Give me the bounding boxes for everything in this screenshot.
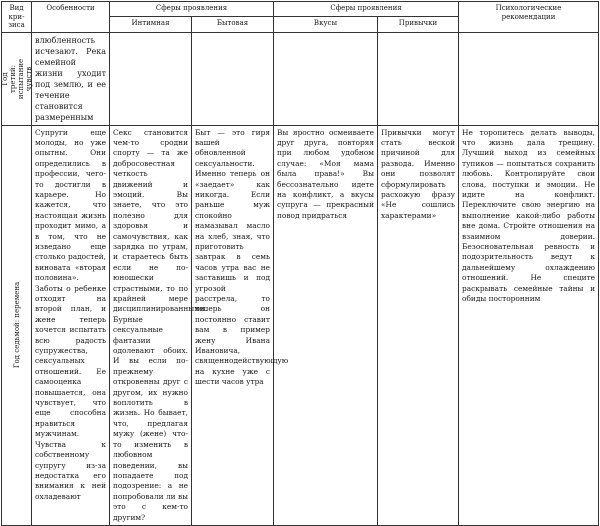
crisis-table bbox=[1, 1, 599, 526]
row-label-text: Год седьмой: перемена bbox=[12, 282, 21, 369]
features-cell: влюбленность исчезают. Река семейной жизни уходит под землю, и ее течение становится размеренным bbox=[32, 32, 110, 125]
household-cell: Быт — это гиря вашей обновленной сексуальности. Именно теперь он «заедает» как никогда. Если раньше муж спокойно намазывал масло на хлеб, зная, что приготовить завтрак в семь часов утра вас не заставишь и под угрозой расстрела, то теперь он постоянно ставит вам в пример жену Ивана Ивановича, священнодействующую на кухне уже с шести часов утра bbox=[192, 125, 274, 525]
row-label-year-three bbox=[2, 32, 32, 125]
header-spheres-2: Сферы проявления bbox=[274, 2, 459, 17]
intimate-cell bbox=[110, 32, 192, 125]
habits-cell: Привычки могут стать веской причиной для развода. Именно они позволят сформулировать расхожую фразу «Не сошлись характерами» bbox=[378, 125, 459, 525]
habits-cell bbox=[378, 32, 459, 125]
table-row bbox=[2, 125, 599, 525]
header-recommendations: Психологические рекомендации bbox=[459, 2, 599, 33]
recommendations-cell: Не торопитесь делать выводы, что жизнь дала трещину. Лучший выход из семейных тупиков — попытаться сохранить любовь. Контролируйте свои слова, поступки и эмоции. Не идите на конфликт. Переключите свою энергию на выполнение какой-либо работы вне дома. Стройте отношения на взаимном доверии. Безосновательная ревность и подозрительность ведут к дальнейшему охлаждению отношений. Не специте раскрывать семейные тайны и обиды посторонним bbox=[459, 125, 599, 525]
header-features: Особенности bbox=[32, 2, 110, 33]
header-crisis-type: Вид кри- зиса bbox=[2, 2, 32, 33]
subheader-habits: Привычки bbox=[378, 17, 459, 32]
tastes-cell: Вы яростно осмеиваете друг друга, повторяя при любом удобном случае: «Моя мама была права!» Вы бессознательно идете на конфликт, а вкусы супруга — прекрасный повод придраться bbox=[274, 125, 378, 525]
intimate-cell: Секс становится чем-то сродни спорту — та же добросовестная четкость движений и эмоций. Вы знаете, что это полезно для здоровья и самочувствия, как зарядка по утрам, и стараетесь быть если не по-юношески страстными, то по крайней мере дисциплинированными. Бурные сексуальные фантазии одолевают обоих. И вы если по-прежнему откровенны друг с другом, их нужно воплотить в жизнь. Но бывает, что, предлагая мужу (жене) что-то изменить в любовном поведении, вы попадаете под подозрение: а не попробовали ли вы это с кем-то другим? bbox=[110, 125, 192, 525]
table-row bbox=[2, 32, 599, 125]
header-row bbox=[2, 2, 599, 17]
header-spheres-1: Сферы проявления bbox=[110, 2, 274, 17]
subheader-intimate: Интимная bbox=[110, 17, 192, 32]
features-cell: Супруги еще молоды, но уже опытны. Они определились в профессии, чего-то достигли в карьере. Но кажется, что настоящая жизнь проходит мимо, а в том, что не изведано еще столько радостей, виновата «вторая половина». Заботы о ребенке отходят на второй план, и жене теперь хочется испытать всю радость супружества, сексуальных отношений. Ее самооценка повышается, она чувствует, что еще способна нравиться мужчинам. Чувства к собственному супругу из-за недостатка его внимания к ней охладевают bbox=[32, 125, 110, 525]
household-cell bbox=[192, 32, 274, 125]
subheader-tastes: Вкусы bbox=[274, 17, 378, 32]
row-label-text: Год третий: испытание чувств bbox=[0, 58, 33, 99]
recommendations-cell bbox=[459, 32, 599, 125]
tastes-cell bbox=[274, 32, 378, 125]
row-label-year-seven bbox=[2, 125, 32, 525]
subheader-household: Бытовая bbox=[192, 17, 274, 32]
